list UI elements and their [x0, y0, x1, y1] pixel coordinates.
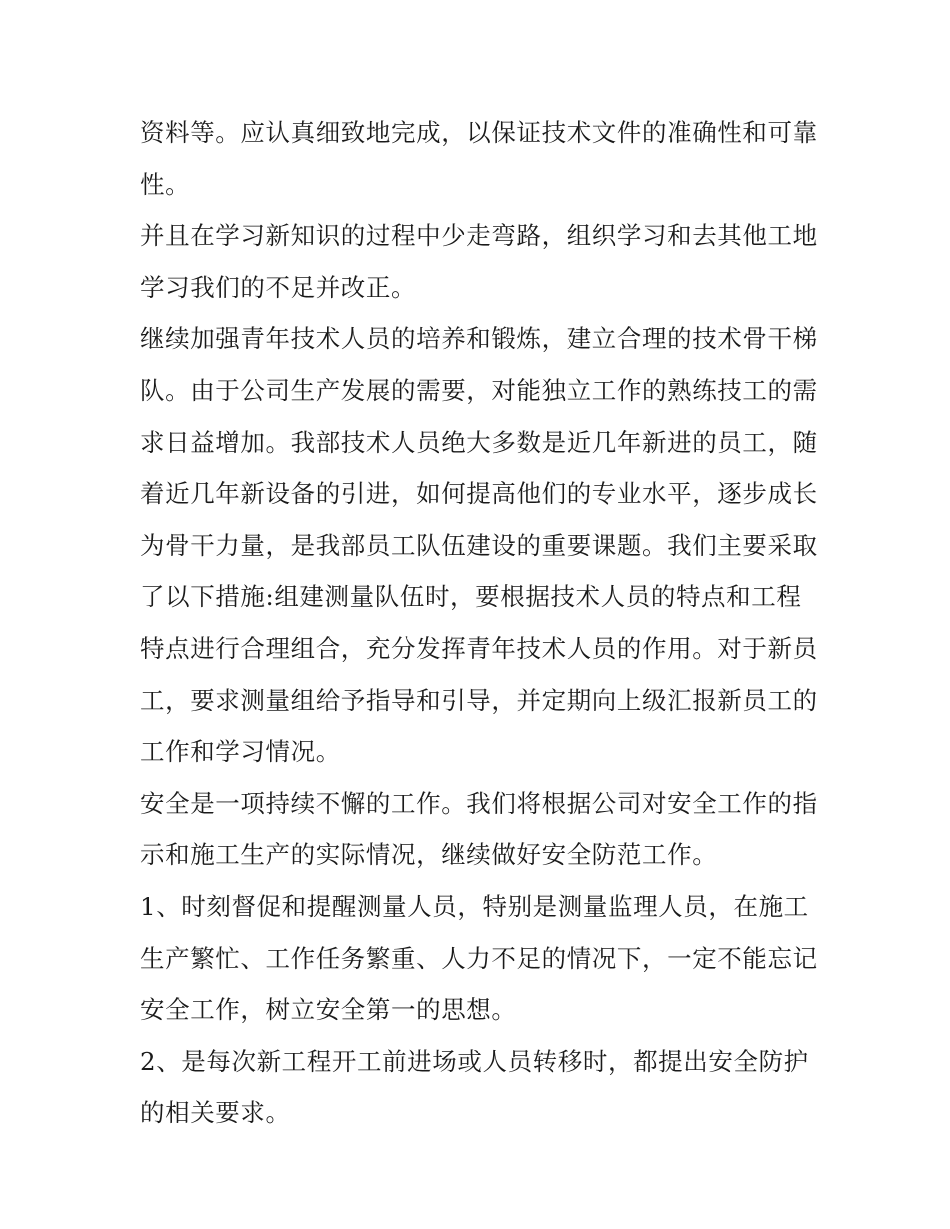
- text-line: 队。由于公司生产发展的需要，对能独立工作的熟练技工的需: [140, 375, 818, 405]
- text-line: 的相关要求。: [140, 1098, 291, 1128]
- text-line: 资料等。应认真细致地完成，以保证技术文件的准确性和可靠: [140, 118, 818, 147]
- text-line: 工，要求测量组给予指导和引导，并定期向上级汇报新员工的: [140, 685, 818, 715]
- text-line: 继续加强青年技术人员的培养和锻炼，建立合理的技术骨干梯: [140, 324, 818, 354]
- text-line: 安全工作，树立安全第一的思想。: [140, 995, 517, 1025]
- text-line: 安全是一项持续不懈的工作。我们将根据公司对安全工作的指: [140, 788, 818, 818]
- text-line: 学习我们的不足并改正。: [140, 272, 417, 302]
- text-line: 为骨干力量，是我部员工队伍建设的重要课题。我们主要采取: [140, 530, 818, 560]
- text-line: 工作和学习情况。: [140, 737, 341, 767]
- text-line: 1、时刻督促和提醒测量人员，特别是测量监理人员，在施工: [140, 891, 809, 921]
- text-line: 示和施工生产的实际情况，继续做好安全防范工作。: [140, 840, 718, 870]
- text-line: 并且在学习新知识的过程中少走弯路，组织学习和去其他工地: [140, 221, 818, 251]
- text-line: 性。: [140, 169, 191, 199]
- text-line: 着近几年新设备的引进，如何提高他们的专业水平，逐步成长: [140, 479, 818, 509]
- text-line: 求日益增加。我部技术人员绝大多数是近几年新进的员工，随: [140, 427, 818, 457]
- text-line: 了以下措施:组建测量队伍时，要根据技术人员的特点和工程: [140, 582, 802, 612]
- text-line: 特点进行合理组合，充分发挥青年技术人员的作用。对于新员: [140, 633, 818, 663]
- text-line: 生产繁忙、工作任务繁重、人力不足的情况下，一定不能忘记: [140, 943, 818, 973]
- text-line: 2、是每次新工程开工前进场或人员转移时，都提出安全防护: [140, 1046, 809, 1076]
- document-body: [140, 107, 820, 1139]
